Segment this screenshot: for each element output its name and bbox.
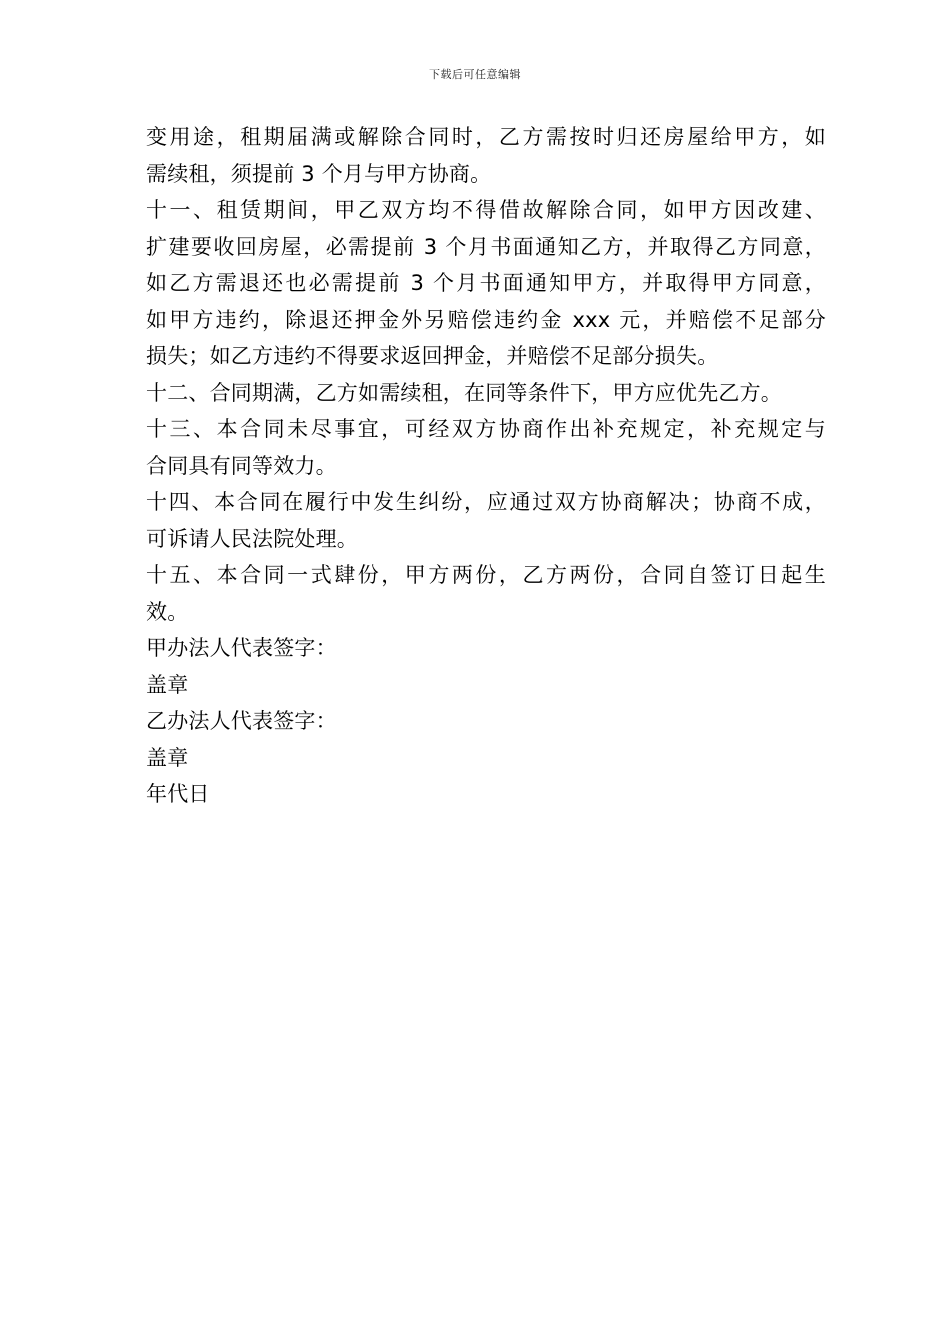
text-line: 如乙方需退还也必需提前 3 个月书面通知甲方，并取得甲方同意， (146, 271, 826, 295)
page-header-note: 下载后可任意编辑 (429, 68, 521, 81)
clause-15-line: 十五、本合同一式肆份，甲方两份，乙方两份，合同自签订日起生 (146, 563, 826, 587)
party-b-signature-label: 乙办法人代表签字： (146, 709, 337, 733)
contract-body (146, 119, 826, 813)
clause-12-line: 十二、合同期满，乙方如需续租，在同等条件下，甲方应优先乙方。 (146, 380, 782, 405)
text-line: 效。 (146, 599, 189, 624)
text-line: 损失；如乙方违约不得要求返回押金，并赔偿不足部分损失。 (146, 344, 719, 368)
party-b-seal-label: 盖章 (146, 745, 189, 770)
clause-13-line: 十三、本合同未尽事宜，可经双方协商作出补充规定，补充规定与 (146, 417, 826, 441)
text-line: 合同具有同等效力。 (146, 453, 337, 478)
text-line: 扩建要收回房屋，必需提前 3 个月书面通知乙方，并取得乙方同意， (146, 234, 826, 259)
text-line: 需续租，须提前 3 个月与甲方协商。 (146, 161, 492, 186)
party-a-seal-label: 盖章 (146, 672, 189, 697)
clause-11-line: 十一、租赁期间，甲乙双方均不得借故解除合同，如甲方因改建、 (146, 198, 826, 222)
date-label: 年代日 (146, 782, 210, 806)
clause-14-line: 十四、本合同在履行中发生纠纷，应通过双方协商解决；协商不成， (146, 490, 826, 514)
text-line: 如甲方违约，除退还押金外另赔偿违约金 xxx 元，并赔偿不足部分 (146, 307, 826, 332)
party-a-signature-label: 甲办法人代表签字： (146, 636, 337, 660)
text-line: 变用途，租期届满或解除合同时，乙方需按时归还房屋给甲方，如 (146, 125, 826, 149)
text-line: 可诉请人民法院处理。 (146, 526, 358, 551)
